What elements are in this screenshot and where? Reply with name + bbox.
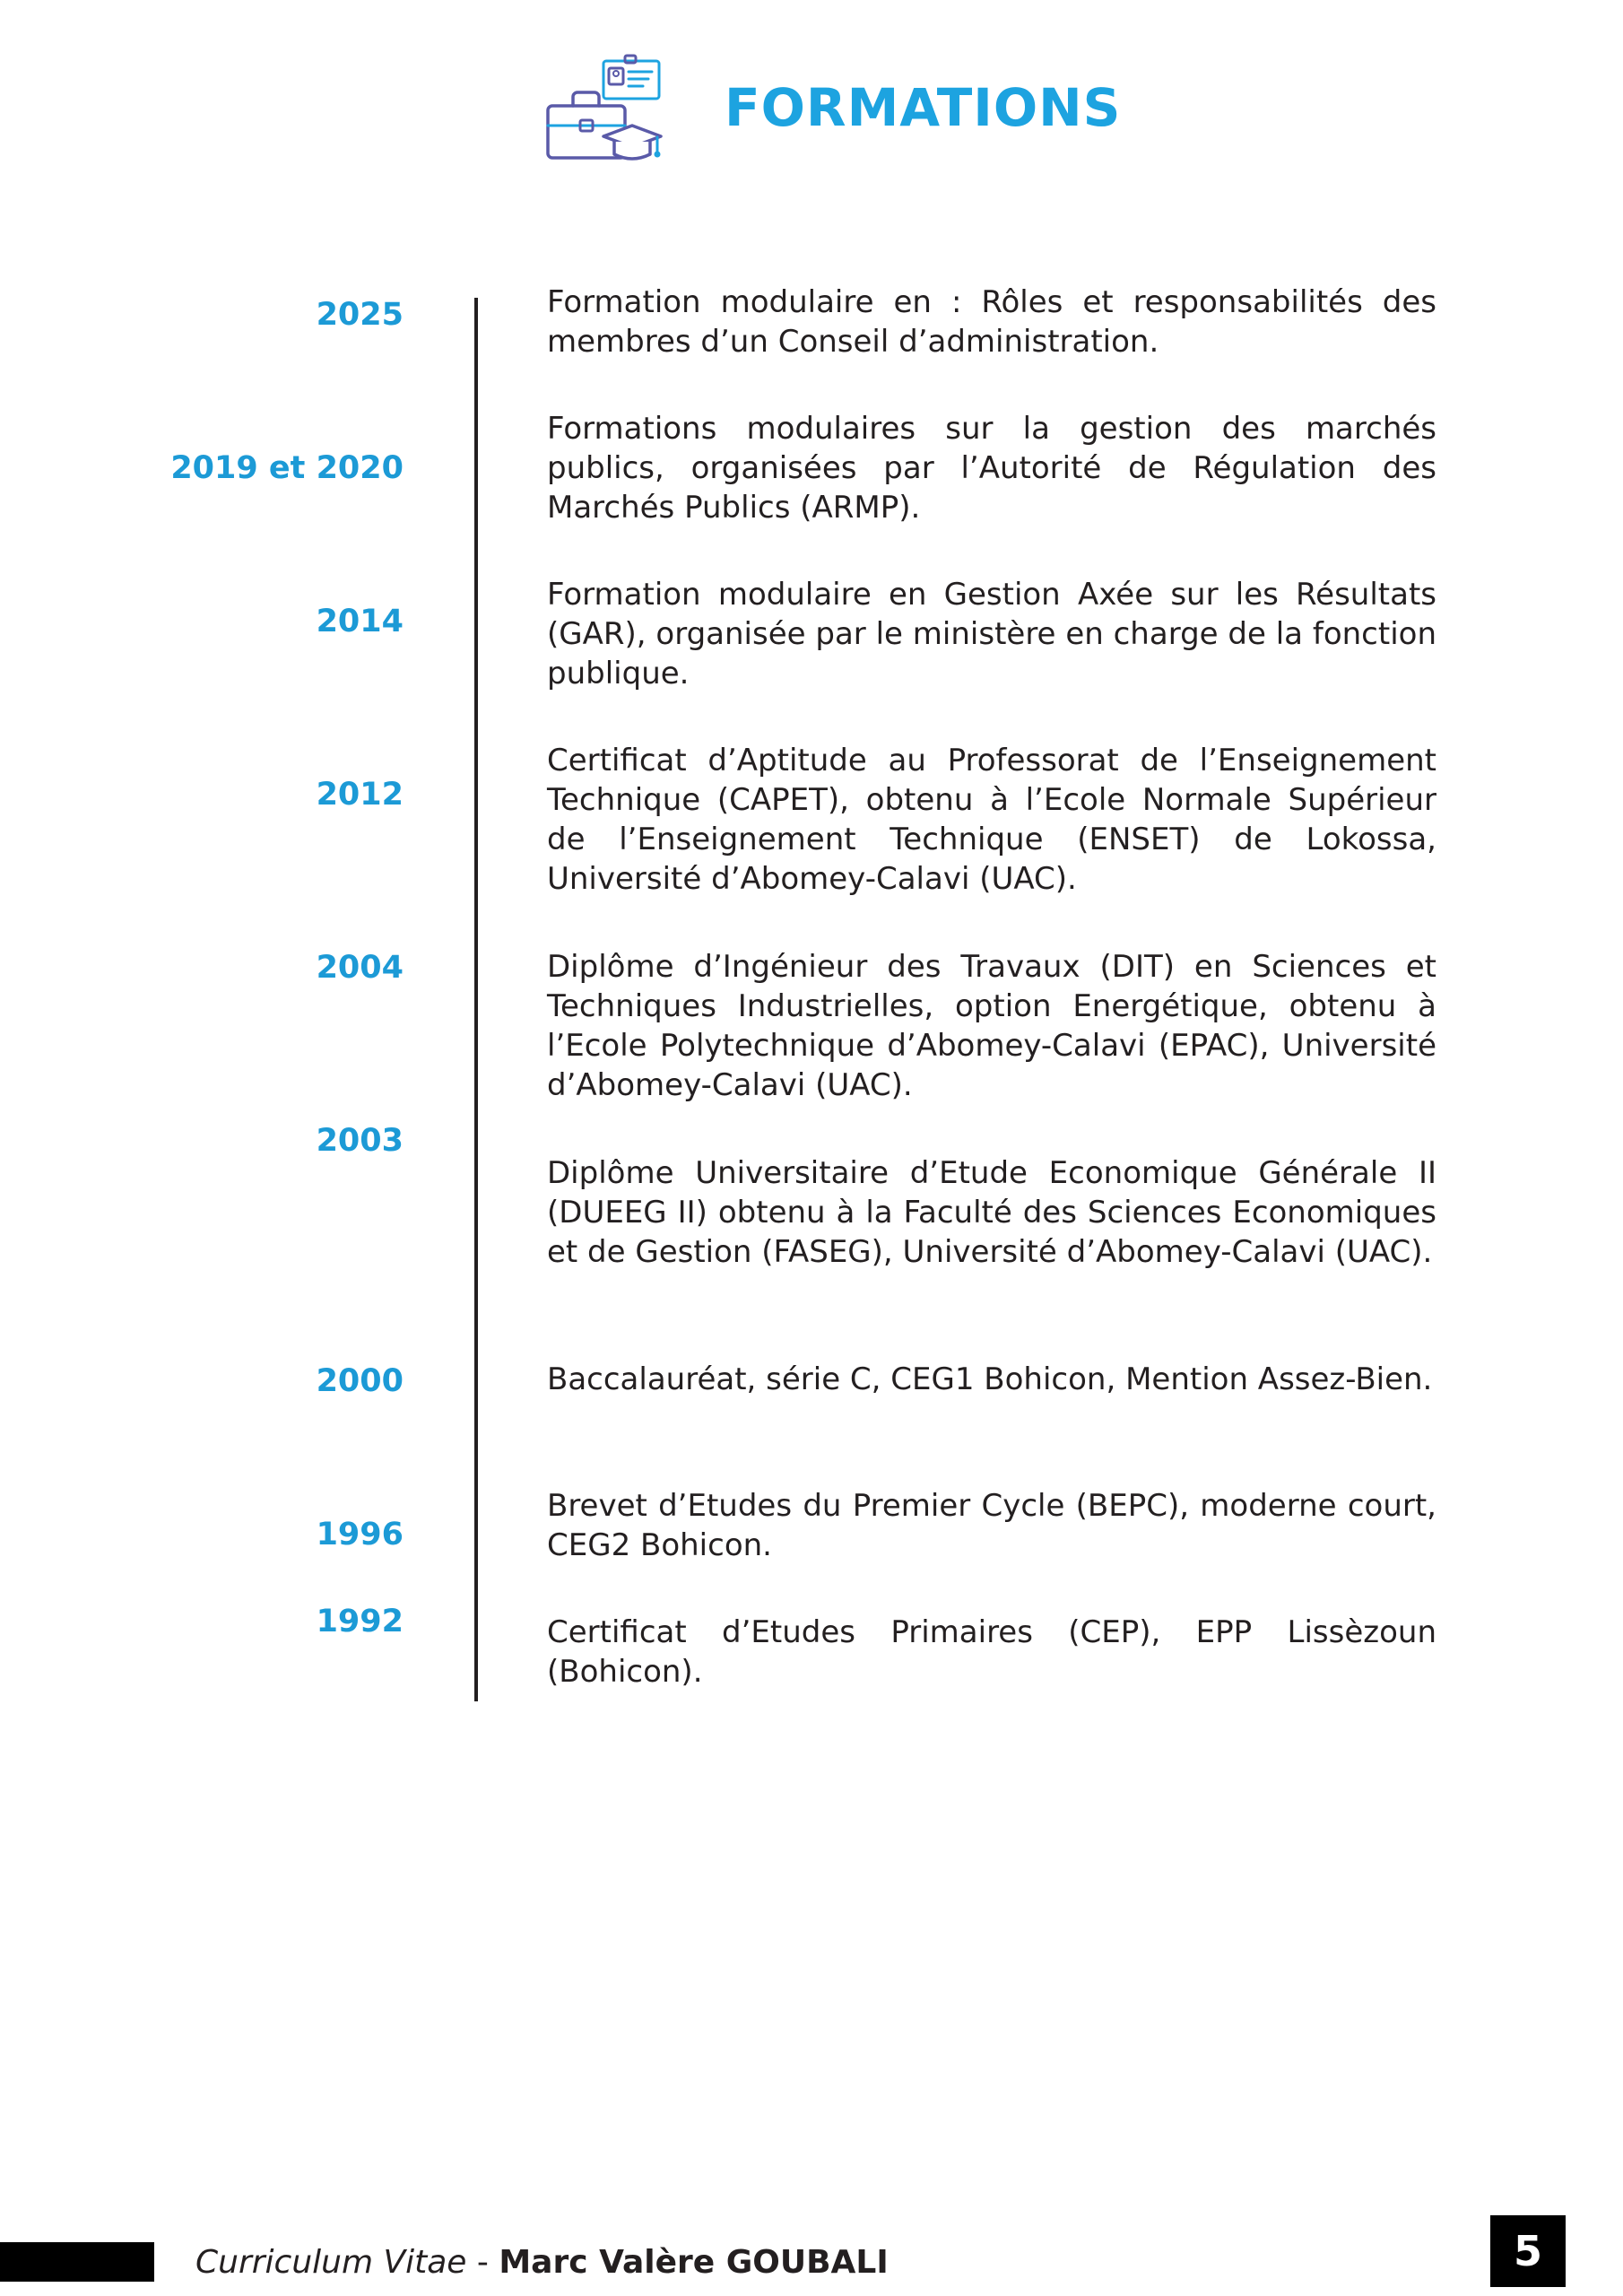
page-number: 5 xyxy=(1490,2215,1566,2287)
footer-name: Marc Valère GOUBALI xyxy=(499,2244,889,2281)
timeline-entry: Baccalauréat, série C, CEG1 Bohicon, Mention Assez-Bien. xyxy=(547,1361,1433,1397)
timeline-year: 2004 xyxy=(316,950,404,986)
timeline-entry: Formations modulaires sur la gestion des marchés publics, organisées par l’Autorité de Régulation des Marchés Publics (ARMP). xyxy=(547,411,1436,526)
timeline-entry: Formation modulaire en Gestion Axée sur les Résultats (GAR), organisée par le ministère en charge de la fonction publique. xyxy=(547,577,1436,691)
timeline-year: 1996 xyxy=(316,1517,404,1552)
timeline-year: 2019 et 2020 xyxy=(170,450,404,486)
timeline-entry: Diplôme d’Ingénieur des Travaux (DIT) en Sciences et Techniques Industrielles, option Energétique, obtenu à l’Ecole Polytechnique d’Abomey-Calavi (EPAC), Université d’Abomey-Calavi (UAC). xyxy=(547,949,1436,1103)
timeline-year: 2003 xyxy=(316,1123,404,1159)
timeline-year: 2012 xyxy=(316,777,404,813)
timeline-year: 2025 xyxy=(316,297,404,333)
education-icon xyxy=(542,54,664,170)
timeline-year: 2014 xyxy=(316,604,404,639)
timeline-entry: Certificat d’Etudes Primaires (CEP), EPP Lissèzoun (Bohicon). xyxy=(547,1614,1436,1690)
timeline-entry: Brevet d’Etudes du Premier Cycle (BEPC), moderne court, CEG2 Bohicon. xyxy=(547,1488,1436,1563)
timeline-year: 1992 xyxy=(316,1604,404,1639)
footer xyxy=(195,2240,889,2284)
timeline-year: 2000 xyxy=(316,1363,404,1399)
timeline-entry: Certificat d’Aptitude au Professorat de l’Enseignement Technique (CAPET), obtenu à l’Ecole Normale Supérieur de l’Enseignement Technique (ENSET) de Lokossa, Université d’Abomey-Calavi (UAC). xyxy=(547,743,1436,897)
timeline-entry: Formation modulaire en : Rôles et responsabilités des membres d’un Conseil d’administration. xyxy=(547,284,1436,360)
section-title: FORMATIONS xyxy=(725,77,1122,138)
footer-separator: - xyxy=(466,2244,499,2281)
footer-label: Curriculum Vitae xyxy=(195,2244,467,2281)
timeline-divider xyxy=(474,298,478,1701)
footer-bar xyxy=(0,2242,154,2282)
timeline-entry: Diplôme Universitaire d’Etude Economique Générale II (DUEEG II) obtenu à la Faculté des Sciences Economiques et de Gestion (FASEG), Université d’Abomey-Calavi (UAC). xyxy=(547,1155,1436,1270)
